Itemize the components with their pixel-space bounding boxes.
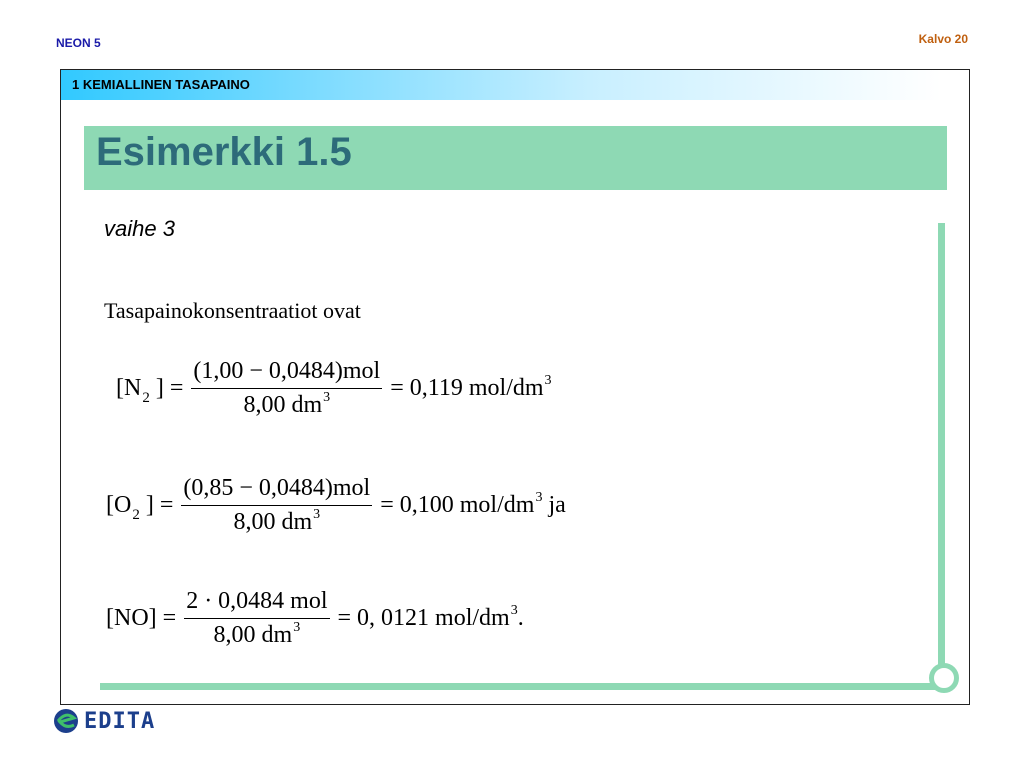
fraction xyxy=(184,588,329,649)
denominator: 8,00 $dm^3$ xyxy=(213,620,301,648)
decor-vertical-bar xyxy=(938,223,945,669)
edita-logo xyxy=(52,708,155,734)
fraction xyxy=(181,475,372,536)
denominator: 8,00 $dm^3$ xyxy=(243,390,331,418)
numerator: (0,85 − 0,0484)mol xyxy=(181,475,372,506)
numerator: (1,00 − 0,0484)mol xyxy=(191,358,382,389)
intro-text: Tasapainokonsentraatiot ovat xyxy=(104,298,361,323)
logo-text: EDITA xyxy=(84,708,156,734)
fraction xyxy=(191,358,382,419)
section-title: 1 KEMIALLINEN TASAPAINO xyxy=(72,77,250,92)
eq-result: = 0,100 mol/$dm^3$ ja xyxy=(380,490,566,518)
denominator: 8,00 $dm^3$ xyxy=(233,507,321,535)
eq-result: = 0, 0121 mol/$dm^3$. xyxy=(337,603,524,631)
edita-logo-icon xyxy=(52,708,80,734)
eq-lhs: [$O_2$ ] = xyxy=(106,492,174,523)
eq-lhs: [$N_2$ ] = xyxy=(116,375,184,406)
equation-n2 xyxy=(116,358,552,419)
decor-horizontal-bar xyxy=(100,683,936,690)
step-label: vaihe 3 xyxy=(104,216,175,241)
eq-result: = 0,119 mol/$dm^3$ xyxy=(390,373,552,401)
course-label: NEON 5 xyxy=(56,36,101,50)
slide-number: Kalvo 20 xyxy=(918,32,968,46)
decor-ring xyxy=(929,663,959,693)
equation-o2 xyxy=(106,475,566,536)
equation-no xyxy=(106,588,524,649)
numerator: 2 · 0,0484 mol xyxy=(184,588,329,619)
eq-lhs: [NO] = xyxy=(106,605,177,631)
slide-title: Esimerkki 1.5 xyxy=(96,130,352,174)
